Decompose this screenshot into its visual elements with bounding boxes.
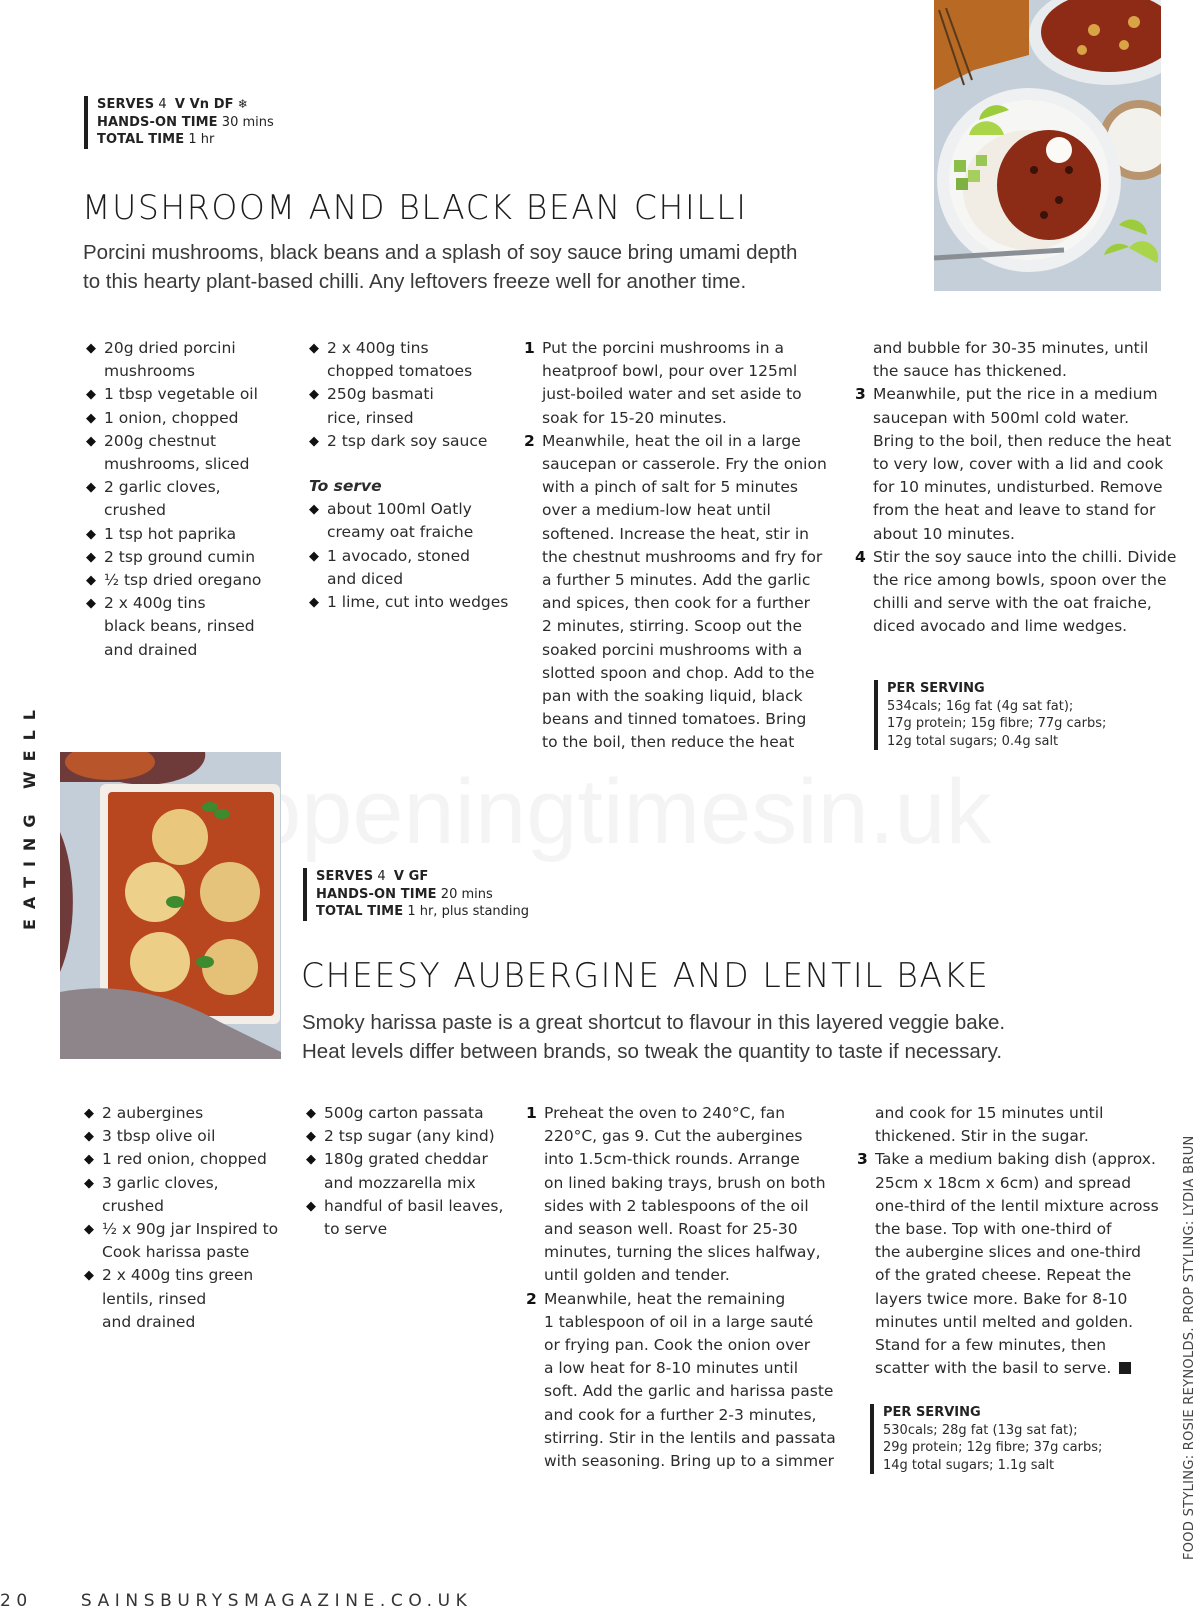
ingredient-item: ◆ 250g basmati rice, rinsed (309, 385, 434, 427)
nutrition-line: 29g protein; 12g fibre; 37g carbs; (883, 1440, 1103, 1455)
diamond-bullet-icon: ◆ (86, 573, 96, 589)
diamond-bullet-icon: ◆ (309, 387, 319, 403)
hands-on-label: HANDS-ON TIME (97, 114, 218, 130)
diamond-bullet-icon: ◆ (86, 526, 96, 542)
step-number: 3 (855, 385, 866, 404)
diamond-bullet-icon: ◆ (309, 341, 319, 356)
recipe-2-standfirst (302, 1008, 1182, 1066)
ingredient-item: ◆ 1 tbsp vegetable oil (86, 383, 296, 406)
step-number: 1 (526, 1104, 537, 1122)
method-step-continued: and cook for 15 minutes until thickened. Stir in the sugar. (875, 1104, 1104, 1146)
recipe-2-nutrition (870, 1404, 1102, 1474)
website-url: SAINSBURYSMAGAZINE.CO.UK (80, 1591, 473, 1611)
ingredient-item: ◆ 1 tsp hot paprika (86, 523, 296, 546)
recipe-2-photo (60, 752, 281, 1059)
ingredient-item: ◆ 200g chestnut mushrooms, sliced (86, 431, 250, 474)
recipe-2-method-col-2 (857, 1102, 1177, 1380)
diamond-bullet-icon: ◆ (309, 595, 319, 611)
diamond-bullet-icon: ◆ (306, 1198, 316, 1214)
end-mark-icon (1119, 1362, 1131, 1374)
page-footer (0, 1591, 472, 1611)
diamond-bullet-icon: ◆ (309, 433, 319, 449)
diamond-bullet-icon: ◆ (84, 1268, 94, 1284)
ingredient-item: ◆ ½ tsp dried oregano (86, 569, 296, 592)
nutrition-heading: PER SERVING (887, 681, 985, 696)
recipe-1-ingredients-col-1 (86, 337, 296, 662)
diamond-bullet-icon: ◆ (84, 1222, 94, 1238)
ingredient-item: ◆ 2 tsp sugar (any kind) (306, 1125, 521, 1148)
standfirst-line: Smoky harissa paste is a great shortcut to flavour in this layered veggie bake. (302, 1011, 1006, 1034)
method-step: 2 Meanwhile, heat the remaining 1 tablespoon of oil in a large sauté or frying pan. Cook the onion over a low heat for 8-10 minutes until soft. Add the garlic and harissa paste and cook for a further 2-3 minutes, stirring. Stir in the lentils and passata with seasoning. Bring up to a simmer (526, 1289, 836, 1471)
diamond-bullet-icon: ◆ (309, 548, 319, 564)
diamond-bullet-icon: ◆ (86, 341, 96, 356)
dietary-tags: V Vn DF (174, 97, 234, 112)
ingredient-item: ◆ 180g grated cheddar and mozzarella mix (306, 1150, 488, 1192)
nutrition-heading: PER SERVING (883, 1405, 981, 1420)
total-time-label: TOTAL TIME (316, 904, 404, 919)
step-number: 2 (524, 431, 535, 450)
recipe-1-method-col-2 (855, 337, 1195, 639)
diamond-bullet-icon: ◆ (84, 1175, 94, 1191)
serves-label: SERVES (97, 97, 155, 112)
method-step: 4 Stir the soy sauce into the chilli. Divide the rice among bowls, spoon over the chilli and serve with the oat fraiche, diced avocado and lime wedges. (855, 547, 1177, 636)
nutrition-line: 17g protein; 15g fibre; 77g carbs; (887, 716, 1107, 731)
nutrition-line: 12g total sugars; 0.4g salt (887, 733, 1059, 749)
method-step: 2 Meanwhile, heat the oil in a large saucepan or casserole. Fry the onion with a pinch of salt for 5 minutes over a medium-low heat until softened. Increase the heat, stir in the chestnut mushrooms and fry for a further 5 minutes. Add the garlic and spices, then cook for a further 2 minutes, stirring. Scoop out the soaked porcini mushrooms with a slotted spoon and chop. Add to the pan with the soaking liquid, black beans and tinned tomatoes. Bring to the boil, then reduce the heat (524, 431, 827, 752)
serves-value: 4 (377, 869, 386, 884)
to-serve-heading: To serve (309, 477, 382, 496)
ingredient-item: ◆ 1 red onion, chopped (84, 1148, 299, 1171)
hands-on-value: 30 mins (221, 114, 274, 130)
ingredient-item: ◆ 2 x 400g tins chopped tomatoes (309, 339, 473, 381)
recipe-2-method-col-1 (526, 1102, 846, 1473)
step-number: 1 (524, 339, 535, 357)
ingredient-item: ◆ 500g carton passata (306, 1102, 521, 1125)
diamond-bullet-icon: ◆ (86, 433, 96, 449)
diamond-bullet-icon: ◆ (84, 1152, 94, 1168)
ingredient-item: ◆ 2 x 400g tins green lentils, rinsed and drained (84, 1266, 254, 1331)
recipe-1-standfirst (83, 238, 913, 296)
ingredient-item: ◆ 1 onion, chopped (86, 407, 296, 430)
recipe-1-ingredients-col-2 (309, 337, 524, 614)
nutrition-line: 530cals; 28g fat (13g sat fat); (883, 1422, 1078, 1438)
ingredient-item: ◆ 2 garlic cloves, crushed (86, 478, 221, 520)
step-number: 4 (855, 547, 866, 566)
recipe-2-ingredients-col-2 (306, 1102, 521, 1241)
photo-credits: FOOD STYLING: ROSIE REYNOLDS. PROP STYLING: LYDIA BRUN (1182, 1135, 1197, 1560)
ingredient-item: ◆ 2 aubergines (84, 1102, 299, 1125)
ingredient-item: ◆ 2 tsp ground cumin (86, 546, 296, 569)
ingredient-item: ◆ 1 lime, cut into wedges (309, 591, 524, 614)
standfirst-line: Heat levels differ between brands, so tweak the quantity to taste if necessary. (302, 1040, 1003, 1063)
recipe-2-ingredients-col-1 (84, 1102, 299, 1334)
total-time-value: 1 hr, plus standing (407, 904, 530, 919)
diamond-bullet-icon: ◆ (306, 1152, 316, 1168)
method-step: 3 Meanwhile, put the rice in a medium saucepan with 500ml cold water. Bring to the boil, then reduce the heat to very low, cover with a lid and cook for 10 minutes, undisturbed. Remove from the heat and leave to stand for about 10 minutes. (855, 385, 1172, 543)
standfirst-line: to this hearty plant-based chilli. Any leftovers freeze well for another time. (83, 270, 747, 293)
dietary-tags: V GF (393, 869, 429, 884)
ingredient-item: ◆ 1 avocado, stoned and diced (309, 546, 470, 588)
diamond-bullet-icon: ◆ (84, 1129, 94, 1145)
total-time-value: 1 hr (188, 132, 215, 147)
diamond-bullet-icon: ◆ (86, 480, 96, 496)
ingredient-item: ◆ handful of basil leaves, to serve (306, 1196, 504, 1239)
section-label: EATING WELL (20, 700, 39, 930)
ingredient-item: ◆ ½ x 90g jar Inspired to Cook harissa paste (84, 1220, 279, 1262)
ingredient-item: ◆ 20g dried porcini mushrooms (86, 339, 236, 381)
method-step: 3 Take a medium baking dish (approx. 25cm x 18cm x 6cm) and spread one-third of the lentil mixture across the base. Top with one-third of the aubergine slices and one-third of the grated cheese. Repeat the layers twice more. Bake for 8-10 minutes until melted and golden. Stand for a few minutes, then scatter with the basil to serve. (857, 1150, 1159, 1378)
serves-value: 4 (158, 97, 167, 112)
recipe-1-meta (84, 96, 274, 149)
diamond-bullet-icon: ◆ (86, 387, 96, 403)
diamond-bullet-icon: ◆ (86, 549, 96, 565)
snowflake-icon: ❄ (237, 97, 248, 111)
watermark (250, 760, 992, 865)
method-step: 1 Preheat the oven to 240°C, fan 220°C, gas 9. Cut the aubergines into 1.5cm-thick rounds. Arrange on lined baking trays, brush on both sides with 2 tablespoons of the oil and season well. Roast for 25-30 minutes, turning the slices halfway, until golden and tender. (526, 1104, 826, 1285)
bake-photo-illustration (60, 752, 281, 1059)
ingredient-item: ◆ 2 x 400g tins black beans, rinsed and drained (86, 594, 255, 659)
standfirst-line: Porcini mushrooms, black beans and a splash of soy sauce bring umami depth (83, 241, 798, 264)
chilli-photo-illustration (934, 0, 1161, 291)
nutrition-line: 534cals; 16g fat (4g sat fat); (887, 698, 1074, 714)
recipe-1-photo (934, 0, 1161, 291)
recipe-1-nutrition (874, 680, 1106, 750)
step-number: 2 (526, 1289, 537, 1308)
recipe-2-title: CHEESY AUBERGINE AND LENTIL BAKE (301, 955, 990, 996)
diamond-bullet-icon: ◆ (86, 596, 96, 612)
ingredient-item: ◆ about 100ml Oatly creamy oat fraiche (309, 500, 474, 542)
ingredient-item: ◆ 3 tbsp olive oil (84, 1125, 299, 1148)
nutrition-line: 14g total sugars; 1.1g salt (883, 1457, 1055, 1473)
diamond-bullet-icon: ◆ (306, 1106, 316, 1121)
diamond-bullet-icon: ◆ (86, 410, 96, 426)
diamond-bullet-icon: ◆ (84, 1106, 94, 1121)
step-number: 3 (857, 1150, 868, 1169)
diamond-bullet-icon: ◆ (306, 1129, 316, 1145)
total-time-label: TOTAL TIME (97, 132, 185, 147)
hands-on-label: HANDS-ON TIME (316, 886, 437, 902)
method-step: 1 Put the porcini mushrooms in a heatproof bowl, pour over 125ml just-boiled water and set aside to soak for 15-20 minutes. (524, 339, 802, 427)
recipe-1-method-col-1 (524, 337, 844, 755)
recipe-1-title: MUSHROOM AND BLACK BEAN CHILLI (82, 187, 748, 228)
page-number: 20 (0, 1591, 33, 1611)
method-step-continued: and bubble for 30-35 minutes, until the sauce has thickened. (873, 339, 1149, 381)
hands-on-value: 20 mins (440, 886, 493, 902)
serves-label: SERVES (316, 869, 374, 884)
diamond-bullet-icon: ◆ (309, 502, 319, 518)
ingredient-item: ◆ 3 garlic cloves, crushed (84, 1173, 219, 1215)
recipe-2-meta (303, 868, 529, 921)
ingredient-item: ◆ 2 tsp dark soy sauce (309, 430, 524, 453)
